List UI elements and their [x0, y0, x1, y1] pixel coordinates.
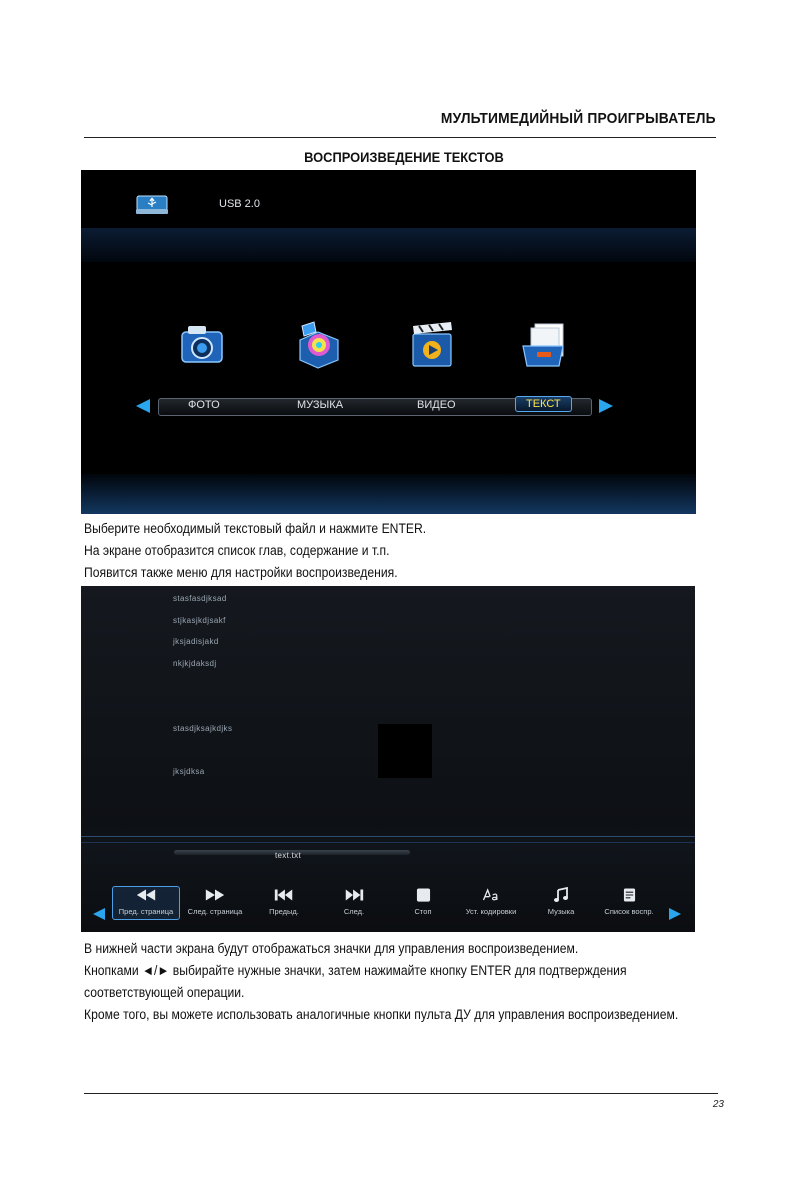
skip-back-icon: [273, 887, 295, 903]
music-note-icon: [553, 887, 569, 903]
control-label: Список воспр.: [604, 907, 654, 916]
playlist-button[interactable]: [596, 887, 662, 916]
music-button[interactable]: [528, 887, 594, 916]
previous-button[interactable]: [251, 887, 317, 916]
usb-label: USB 2.0: [219, 198, 260, 210]
playlist-icon: [623, 887, 636, 903]
instruction-line: Выберите необходимый текстовый файл и нажмите ENTER.: [84, 521, 427, 536]
separator-line: [81, 842, 695, 843]
menu-item-music[interactable]: МУЗЫКА: [297, 399, 344, 411]
instruction-line: В нижней части экрана будут отображаться значки для управления воспроизведением.: [84, 941, 579, 956]
footer-divider: [84, 1093, 718, 1094]
fast-forward-icon: [204, 887, 226, 903]
control-label: Пред. страница: [118, 907, 174, 916]
prev-page-button[interactable]: [112, 886, 180, 920]
preview-box: [378, 724, 432, 778]
control-label: След.: [343, 907, 365, 916]
text-content-line: stasfasdjksad: [173, 594, 227, 603]
text-content-line: stjkasjkdjsakf: [173, 616, 226, 625]
next-page-button[interactable]: [182, 887, 248, 916]
control-label: Стоп: [414, 907, 432, 916]
encoding-button[interactable]: [458, 887, 524, 916]
control-label: След. страница: [187, 907, 243, 916]
separator-line: [81, 836, 695, 837]
media-menu-screenshot: [81, 170, 696, 514]
rewind-icon: [135, 887, 157, 903]
instruction-line: соответствующей операции.: [84, 985, 245, 1000]
controls-left-arrow-icon[interactable]: [93, 908, 105, 920]
text-content-line: jksjadisjakd: [173, 637, 219, 646]
menu-item-text[interactable]: ТЕКСТ: [515, 396, 572, 412]
file-name: text.txt: [275, 851, 301, 860]
header-divider: [84, 137, 716, 138]
menu-right-arrow-icon[interactable]: [599, 399, 613, 413]
text-content-line: jksjdksa: [173, 767, 205, 776]
text-content-line: nkjkjdaksdj: [173, 659, 217, 668]
page-number: 23: [712, 1099, 724, 1110]
control-label: Предыд.: [269, 907, 299, 916]
bottom-glow-band: [81, 474, 696, 514]
stop-icon: [416, 887, 431, 903]
text-content-line: stasdjksajkdjks: [173, 724, 233, 733]
top-glow-band: [81, 228, 696, 262]
instruction-line: Кроме того, вы можете использовать аналогичные кнопки пульта ДУ для управления воспроизведением.: [84, 1007, 679, 1022]
next-button[interactable]: [321, 887, 387, 916]
menu-item-photo[interactable]: ФОТО: [188, 399, 220, 411]
stop-button[interactable]: [390, 887, 456, 916]
instruction-line: Кнопками ◄/► выбирайте нужные значки, затем нажимайте кнопку ENTER для подтверждения: [84, 963, 627, 978]
video-clapperboard-icon[interactable]: [407, 318, 459, 370]
control-label: Музыка: [547, 907, 575, 916]
menu-item-video[interactable]: ВИДЕО: [417, 399, 456, 411]
music-disc-icon[interactable]: [292, 318, 344, 370]
page-header-title: МУЛЬТИМЕДИЙНЫЙ ПРОИГРЫВАТЕЛЬ: [441, 110, 716, 127]
skip-forward-icon: [343, 887, 365, 903]
photo-camera-icon[interactable]: [176, 318, 228, 370]
text-viewer-screenshot: [81, 586, 695, 932]
instruction-line: На экране отобразится список глав, содержание и т.п.: [84, 543, 390, 558]
usb-drive-icon: [136, 195, 168, 215]
control-label: Уст. кодировки: [465, 907, 517, 916]
encoding-icon: [481, 887, 501, 903]
instruction-line: Появится также меню для настройки воспроизведения.: [84, 565, 398, 580]
text-document-icon[interactable]: [519, 318, 571, 370]
menu-left-arrow-icon[interactable]: [136, 399, 150, 413]
section-title: ВОСПРОИЗВЕДЕНИЕ ТЕКСТОВ: [304, 149, 504, 165]
controls-right-arrow-icon[interactable]: [669, 908, 681, 920]
